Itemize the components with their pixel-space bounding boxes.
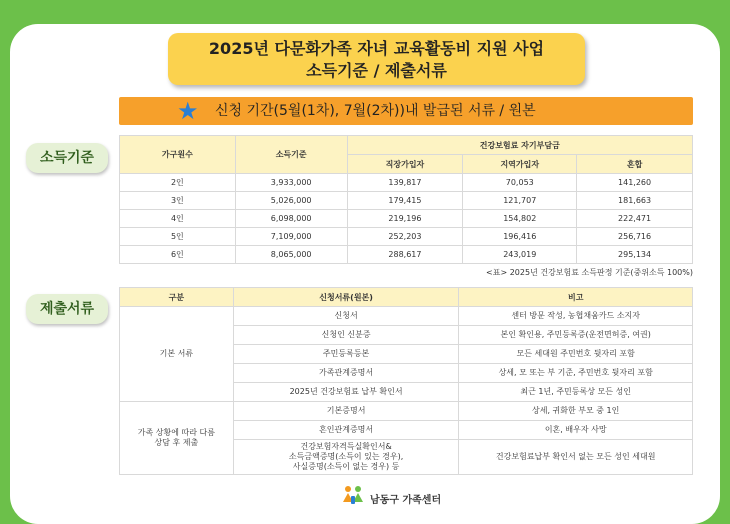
- cell-income: 8,065,000: [235, 246, 347, 264]
- cell-note: 이혼, 배우자 사망: [459, 421, 693, 440]
- cell-income: 7,109,000: [235, 228, 347, 246]
- cell-income: 6,098,000: [235, 210, 347, 228]
- cell-note: 모든 세대원 주민번호 뒷자리 포함: [459, 345, 693, 364]
- table-row: [120, 174, 693, 192]
- cell-employee: 139,817: [347, 174, 463, 192]
- page-title: [168, 33, 585, 85]
- cell-employee: 179,415: [347, 192, 463, 210]
- cell-household: 4인: [120, 210, 236, 228]
- section-label-income: 소득기준: [26, 143, 108, 173]
- header-premium-group: 건강보험료 자기부담금: [347, 136, 692, 155]
- cell-household: 5인: [120, 228, 236, 246]
- table-row: [120, 210, 693, 228]
- cell-document: 주민등록등본: [233, 345, 459, 364]
- header-employee: 직장가입자: [347, 155, 463, 174]
- cell-mixed: 295,134: [577, 246, 693, 264]
- star-icon: ★: [177, 97, 199, 125]
- cell-regional: 154,802: [463, 210, 577, 228]
- cell-household: 3인: [120, 192, 236, 210]
- doc-line-1: 건강보험자격득실확인서&: [300, 442, 392, 451]
- table-row: [120, 192, 693, 210]
- cell-income: 3,933,000: [235, 174, 347, 192]
- cell-employee: 252,203: [347, 228, 463, 246]
- cell-household: 2인: [120, 174, 236, 192]
- header-household: 가구원수: [120, 136, 236, 174]
- cell-note: 최근 1년, 주민등록상 모든 성인: [459, 383, 693, 402]
- cell-mixed: 222,471: [577, 210, 693, 228]
- doc-line-3: 사실증명(소득이 없는 경우) 등: [292, 462, 400, 471]
- group-extra-documents: [120, 402, 234, 475]
- family-center-logo: [340, 482, 366, 508]
- group-extra-line-2: 상담 후 제출: [154, 438, 199, 447]
- header-category: 구분: [120, 288, 234, 307]
- cell-mixed: 256,716: [577, 228, 693, 246]
- cell-note: 본인 확인용, 주민등록증(운전면허증, 여권): [459, 326, 693, 345]
- cell-note: 센터 방문 작성, 농협채움카드 소지자: [459, 307, 693, 326]
- required-documents-table: [119, 287, 693, 475]
- cell-note: 상세, 모 또는 부 기준, 주민번호 뒷자리 포함: [459, 364, 693, 383]
- header-mixed: 혼합: [577, 155, 693, 174]
- cell-document-multiline: [233, 440, 459, 475]
- title-line-2: 소득기준 / 제출서류: [306, 61, 447, 80]
- table-row: [120, 307, 693, 326]
- cell-note: 상세, 귀화한 부모 중 1인: [459, 402, 693, 421]
- cell-mixed: 181,663: [577, 192, 693, 210]
- group-extra-line-1: 가족 상황에 따라 다름: [137, 428, 215, 437]
- table-row: [120, 246, 693, 264]
- group-basic-documents: 기본 서류: [120, 307, 234, 402]
- header-income: 소득기준: [235, 136, 347, 174]
- header-document: 신청서류(원본): [233, 288, 459, 307]
- title-line-1: 2025년 다문화가족 자녀 교육활동비 지원 사업: [208, 39, 545, 58]
- cell-regional: 121,707: [463, 192, 577, 210]
- cell-income: 5,026,000: [235, 192, 347, 210]
- income-criteria-table: [119, 135, 693, 264]
- section-label-documents: 제출서류: [26, 294, 108, 324]
- cell-document: 2025년 건강보험료 납부 확인서: [233, 383, 459, 402]
- cell-employee: 288,617: [347, 246, 463, 264]
- header-regional: 지역가입자: [463, 155, 577, 174]
- cell-regional: 70,053: [463, 174, 577, 192]
- header-note: 비고: [459, 288, 693, 307]
- doc-line-2: 소득금액증명(소득이 있는 경우),: [288, 452, 404, 461]
- table-row: [120, 402, 693, 421]
- cell-document: 가족관계증명서: [233, 364, 459, 383]
- cell-household: 6인: [120, 246, 236, 264]
- cell-regional: 243,019: [463, 246, 577, 264]
- cell-mixed: 141,260: [577, 174, 693, 192]
- notice-text: 신청 기간(5월(1차), 7월(2차))내 발급된 서류 / 원본: [215, 103, 536, 119]
- org-name: 남동구 가족센터: [370, 495, 442, 506]
- cell-document: 혼인관계증명서: [233, 421, 459, 440]
- cell-document: 기본증명서: [233, 402, 459, 421]
- cell-note: 건강보험료납부 확인서 없는 모든 성인 세대원: [459, 440, 693, 475]
- cell-document: 신청인 신분증: [233, 326, 459, 345]
- income-table-caption: <표> 2025년 건강보험료 소득판정 기준(중위소득 100%): [486, 268, 693, 277]
- cell-employee: 219,196: [347, 210, 463, 228]
- cell-document: 신청서: [233, 307, 459, 326]
- cell-regional: 196,416: [463, 228, 577, 246]
- application-period-notice: [119, 97, 693, 125]
- table-row: [120, 228, 693, 246]
